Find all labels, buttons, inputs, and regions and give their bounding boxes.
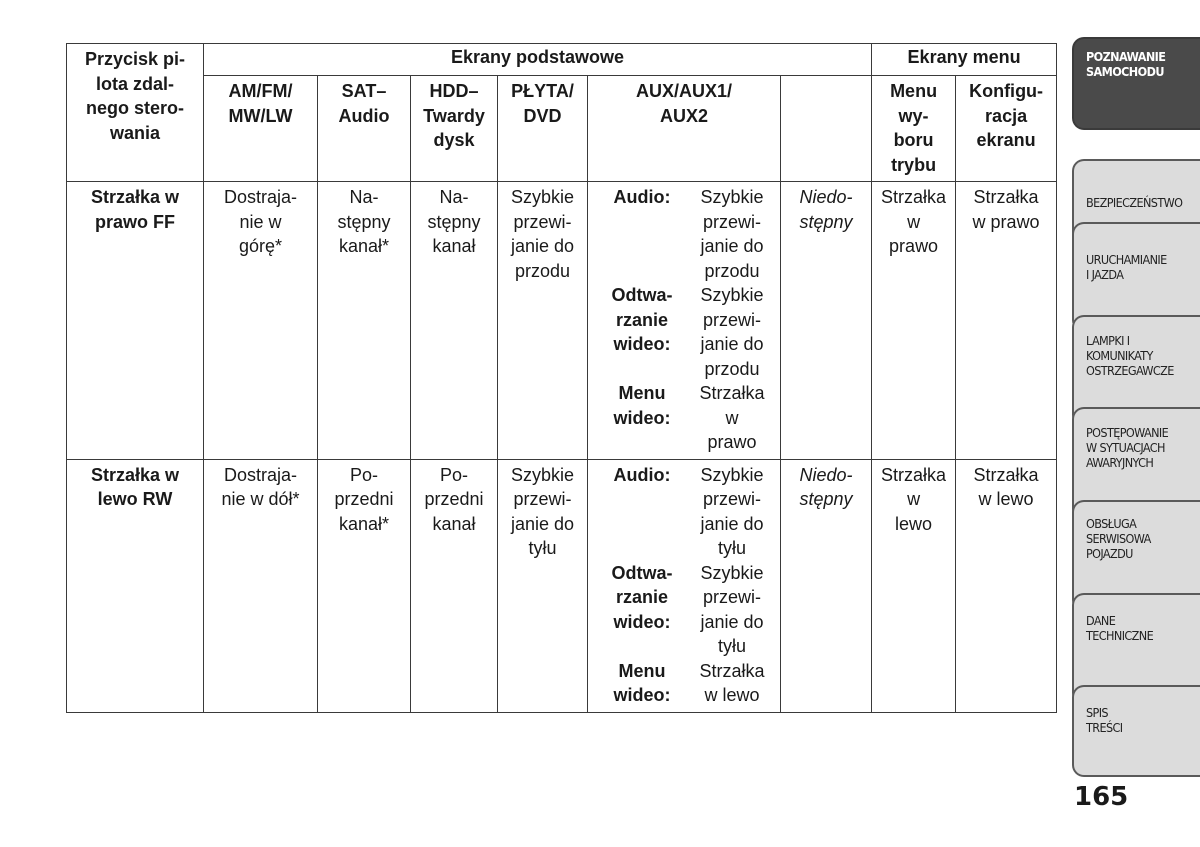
- page-number: 165: [1074, 782, 1129, 812]
- header-plyta: PŁYTA/ DVD: [498, 76, 588, 182]
- tab-dane-techniczne[interactable]: DANE TECHNICZNE: [1072, 593, 1200, 705]
- tab-lampki-i-komunikaty[interactable]: LAMPKI I KOMUNIKATY OSTRZEGAWCZE: [1072, 315, 1200, 427]
- row-button-label: Strzałka w lewo RW: [67, 459, 204, 712]
- cell-menu-mode: Strzałka w prawo: [872, 182, 956, 460]
- header-basic-screens: Ekrany podstawowe: [204, 44, 872, 76]
- row-button-label: Strzałka w prawo FF: [67, 182, 204, 460]
- aux-entry: Audio: Szybkie przewi- janie do tyłu: [613, 464, 764, 558]
- cell-amfm: Dostraja- nie w dół*: [204, 459, 318, 712]
- aux-entry: Menu wideo: Strzałka w lewo: [613, 660, 765, 705]
- tab-poznawanie-samochodu[interactable]: POZNAWANIE SAMOCHODU: [1072, 37, 1200, 130]
- table-row: [67, 182, 1057, 460]
- tab-bezpieczenstwo[interactable]: BEZPIECZEŃSTWO: [1072, 159, 1200, 244]
- aux-entry: Odtwa- rzanie wideo: Szybkie przewi- janie do przodu: [611, 285, 764, 379]
- cell-unavailable: Niedo- stępny: [781, 459, 872, 712]
- table-row: [67, 459, 1057, 712]
- cell-aux: [588, 182, 781, 460]
- aux-entry: Odtwa- rzanie wideo: Szybkie przewi- janie do tyłu: [611, 562, 764, 656]
- cell-screen-config: Strzałka w prawo: [956, 182, 1057, 460]
- header-menu-mode: Menu wy- boru trybu: [872, 76, 956, 182]
- cell-sat: Po- przedni kanał*: [318, 459, 411, 712]
- header-menu-screens: Ekrany menu: [872, 44, 1057, 76]
- tab-uruchamianie-i-jazda[interactable]: URUCHAMIANIE I JAZDA: [1072, 222, 1200, 332]
- cell-amfm: Dostraja- nie w górę*: [204, 182, 318, 460]
- aux-entry: Menu wideo: Strzałka w prawo: [613, 383, 765, 452]
- cell-menu-mode: Strzałka w lewo: [872, 459, 956, 712]
- header-empty-cell: [781, 76, 872, 182]
- cell-plyta: Szybkie przewi- janie do tyłu: [498, 459, 588, 712]
- header-hdd: HDD– Twardy dysk: [411, 76, 498, 182]
- cell-sat: Na- stępny kanał*: [318, 182, 411, 460]
- cell-plyta: Szybkie przewi- janie do przodu: [498, 182, 588, 460]
- cell-hdd: Po- przedni kanał: [411, 459, 498, 712]
- header-screen-config: Konfigu- racja ekranu: [956, 76, 1057, 182]
- aux-entry: Audio: Szybkie przewi- janie do przodu: [613, 187, 764, 281]
- cell-unavailable: Niedo- stępny: [781, 182, 872, 460]
- cell-hdd: Na- stępny kanał: [411, 182, 498, 460]
- header-sat: SAT– Audio: [318, 76, 411, 182]
- tab-postepowanie-awaryjne[interactable]: POSTĘPOWANIE W SYTUACJACH AWARYJNYCH: [1072, 407, 1200, 521]
- tab-spis-tresci[interactable]: SPIS TREŚCI: [1072, 685, 1200, 777]
- cell-aux: [588, 459, 781, 712]
- tab-obsluga-serwisowa[interactable]: OBSŁUGA SERWISOWA POJAZDU: [1072, 500, 1200, 612]
- header-button-column: Przycisk pi- lota zdal- nego stero- wania: [67, 44, 204, 182]
- header-amfm: AM/FM/ MW/LW: [204, 76, 318, 182]
- header-aux: AUX/AUX1/ AUX2: [588, 76, 781, 182]
- cell-screen-config: Strzałka w lewo: [956, 459, 1057, 712]
- remote-control-table: [66, 43, 1057, 713]
